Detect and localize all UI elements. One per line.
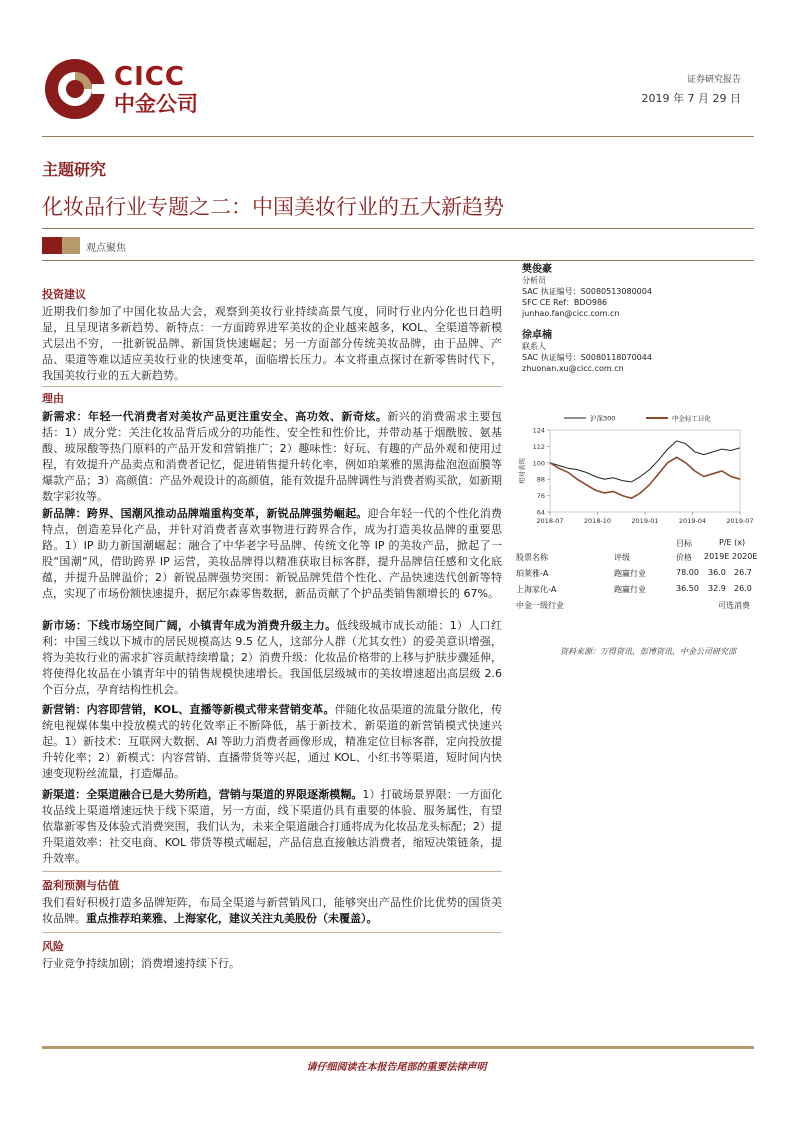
- y-axis-label: 相对表现: [518, 458, 526, 484]
- report-subject: 主题研究: [42, 160, 107, 179]
- reason-p4-text: 伴随化妆品渠道的流量分散化，传统电视媒体集中投放模式的转化效率正不断降低，基于新技术、新渠道的新营销模式快速兴起。1）新技术：互联网大数据、AI 等助力消费者画像形成，精准定位目标客群，定向投放提升转化率；2）新模式：内容营销、直播带货等兴起，通过 KOL、小红书等渠道，短时间内快速变现粉丝流量，打造爆品。: [42, 703, 502, 780]
- reason-p1-lead: 新需求：年轻一代消费者对美妆产品更注重安全、高功效、新奇炫。: [42, 410, 388, 423]
- table-header-price: 价格: [676, 553, 692, 562]
- header-divider: [42, 136, 754, 137]
- analyst-1-role: 分析员: [522, 276, 546, 285]
- table-row: [514, 568, 754, 580]
- cicc-logo: [44, 58, 224, 118]
- table-header-rating: 评级: [614, 553, 630, 562]
- reason-p2-lead: 新品牌：跨界、国潮风推动品牌端重构变革，新锐品牌强势崛起。: [42, 507, 368, 520]
- table-cell: 跑赢行业: [614, 585, 646, 594]
- analyst-2-sac: SAC 执证编号：S0080118070044: [522, 353, 652, 362]
- table-cell: 可选消费: [718, 601, 750, 610]
- analyst-1-email[interactable]: junhao.fan@cicc.com.cn: [522, 309, 620, 318]
- footer-divider: [42, 1046, 754, 1049]
- tag-block-gold: [62, 237, 80, 254]
- reason-p5-text: 1）打破场景界限：一方面化妆品线上渠道增速远快于线下渠道，另一方面，线下渠道仍具有重要的体验、服务属性，有望依靠新零售及体验式消费突围，我们认为，未来全渠道融合打通将成为化妆品龙头标配；2）提升渠道效率：社交电商、KOL 带货等模式崛起，产品信息直接触达消费者，缩短决策链条，提升效率。: [42, 788, 503, 865]
- table-header-top: [514, 538, 754, 550]
- tag-label: 观点聚焦: [86, 243, 126, 254]
- forecast-text: [42, 895, 502, 927]
- table-header: [514, 552, 758, 564]
- table-header-pe: P/E (x): [719, 538, 746, 547]
- reason-p2: [42, 506, 502, 602]
- table-cell: 26.7: [734, 568, 752, 577]
- reason-p2-text: 迎合年轻一代的个性化消费特点，创造差异化产品，并针对消费者喜欢事物进行跨界合作，成为打造美妆品牌的重要思路。1）IP 助力新国潮崛起：融合了中华老字号品牌、传统文化等 IP 的美妆产品，掀起了一股“国潮”风，借助跨界 IP 运营，美妆品牌得以精准获取目标客群，提升品牌信任感和文化底蕴，并提升品牌溢价；2）新锐品牌强势突围：新锐品牌凭借个性化、产品快速迭代创新等特点，实现了市场份额快速提升，据尼尔森零售数据，新品贡献了个护品类销售额增长的 67%。: [42, 507, 503, 600]
- reason-p5: [42, 787, 502, 867]
- table-cell: 36.50: [676, 584, 699, 593]
- reason-p1: [42, 409, 502, 505]
- report-type: 证券研究报告: [686, 75, 741, 85]
- performance-chart: [514, 408, 754, 528]
- cicc-logo-icon: [44, 58, 106, 120]
- title-divider: [42, 228, 754, 229]
- report-date: 2019 年 7 月 29 日: [641, 92, 741, 105]
- table-cell: 32.9: [708, 584, 726, 593]
- table-header-2020e: 2020E: [732, 552, 758, 561]
- section-divider: [42, 932, 502, 933]
- table-cell: 跑赢行业: [614, 569, 646, 578]
- table-row: [514, 600, 754, 612]
- invest-text: 近期我们参加了中国化妆品大会，观察到美妆行业持续高景气度，同时行业内分化也日趋明显，且呈现诸多新趋势、新特点：一方面跨界进军美妆的企业越来越多，KOL、全渠道等新模式层出不穷，一批新锐品牌、新国货快速崛起；另一方面部分传统美妆品牌，由于品牌、产品、渠道等难以适应美妆行业的快速变革，面临增长压力。本文将重点探讨在新零售时代下，我国美妆行业的五大新趋势。: [42, 305, 502, 382]
- table-row: [514, 584, 754, 596]
- risk-text: 行业竞争持续加剧；消费增速持续下行。: [42, 957, 240, 970]
- series-line-2: [550, 457, 740, 498]
- analyst-1-sac: SAC 执证编号：S0080513080004: [522, 287, 652, 296]
- reason-p4-lead: 新营销：内容即营销，KOL、直播等新模式带来营销变革。: [42, 703, 335, 716]
- invest-heading: 投资建议: [42, 288, 86, 301]
- legend-label: 沪深300: [590, 414, 616, 423]
- forecast-bold: 重点推荐珀莱雅、上海家化，建议关注丸美股份（未覆盖）。: [86, 912, 378, 925]
- analyst-2-email[interactable]: zhuonan.xu@cicc.com.cn: [522, 364, 624, 373]
- section-divider: [42, 871, 502, 872]
- y-tick-label: 76: [536, 492, 545, 501]
- legend-label: 中金轻工日化: [672, 414, 711, 423]
- risk-heading: 风险: [42, 940, 64, 953]
- analyst-1-name: 樊俊豪: [522, 264, 552, 275]
- x-tick-label: 2019-07: [726, 517, 754, 525]
- table-source: 资料来源：万得资讯，彭博资讯，中金公司研究部: [560, 647, 736, 656]
- legal-notice[interactable]: 请仔细阅读在本报告尾部的重要法律声明: [306, 1062, 487, 1073]
- table-cell: 上海家化-A: [516, 585, 557, 594]
- reason-p1-text: 新兴的消费需求主要包括：1）成分党：关注化妆品背后成分的功能性、安全性和性价比，并带动基于烟酰胺、氨基酸、玻尿酸等热门原料的产品开发和营销推广；2）趣味性：好玩、有趣的产品外观和使用过程，有效提升产品卖点和消费者记忆，促进销售提升转化率，例如珀莱雅的黑海盐泡泡面膜等爆款产品；3）高颜值：产品外观设计的高颜值，能有效提升品牌调性与消费者购买欲，如新期数字彩妆等。: [42, 410, 503, 503]
- reason-p3-text: 低线级城市成长动能：1）人口红利：中国三线以下城市的居民规模高达 9.5 亿人，这部分人群（尤其女性）的爱美意识增强，将为美妆行业的需求扩容贡献持续增量；2）消费升级：化妆品价格带的上移与护肤步骤延伸，将使得化妆品在小镇青年中的销售规模快速增长。我国低层级城市的美妆增速超出高层级 2.6 个百分点，孕育结构性机会。: [42, 619, 503, 696]
- reason-p3: [42, 618, 502, 698]
- table-cell: 中金一级行业: [516, 601, 564, 610]
- tag-divider: [42, 260, 754, 261]
- y-tick-label: 124: [532, 426, 545, 435]
- reason-heading: 理由: [42, 392, 64, 405]
- analyst-2: [522, 330, 652, 374]
- series-line-1: [550, 441, 740, 482]
- table-cell: 26.0: [734, 584, 752, 593]
- tag-block-red: [42, 237, 62, 254]
- reason-p4: [42, 702, 502, 782]
- table-header-target: 目标: [676, 539, 692, 548]
- chart-frame: [550, 430, 740, 512]
- reason-p3-lead: 新市场：下线市场空间广阔，小镇青年成为消费升级主力。: [42, 619, 337, 632]
- y-tick-label: 88: [536, 475, 545, 484]
- forecast-heading: 盈利预测与估值: [42, 879, 119, 892]
- x-tick-label: 2019-01: [631, 517, 659, 525]
- analyst-1: [522, 264, 652, 319]
- analyst-2-role: 联系人: [522, 342, 546, 351]
- y-tick-label: 112: [532, 442, 545, 451]
- y-tick-label: 64: [536, 508, 545, 517]
- x-tick-label: 2018-07: [536, 517, 564, 525]
- y-tick-label: 100: [532, 459, 545, 468]
- analyst-1-sfc: SFC CE Ref：BDO986: [522, 298, 608, 307]
- section-divider: [42, 386, 502, 387]
- table-cell: 珀莱雅-A: [516, 569, 549, 578]
- table-header-2019e: 2019E: [704, 552, 730, 561]
- report-title: 化妆品行业专题之二：中国美妆行业的五大新趋势: [42, 195, 504, 219]
- analyst-2-name: 徐卓楠: [522, 330, 552, 341]
- brand-name-en: CICC: [114, 62, 185, 92]
- x-tick-label: 2018-10: [583, 517, 612, 525]
- table-cell: 36.0: [708, 568, 726, 577]
- forecast-body: 我们看好积极打造多品牌矩阵，布局全渠道与新营销风口，能够突出产品性价比优势的国货美妆品牌。: [42, 896, 502, 925]
- table-cell: 78.00: [676, 568, 699, 577]
- reason-p5-lead: 新渠道：全渠道融合已是大势所趋，营销与渠道的界限逐渐模糊。: [42, 788, 363, 801]
- brand-name-cn: 中金公司: [114, 92, 198, 116]
- x-tick-label: 2019-04: [678, 517, 707, 525]
- table-header-name: 股票名称: [516, 553, 548, 562]
